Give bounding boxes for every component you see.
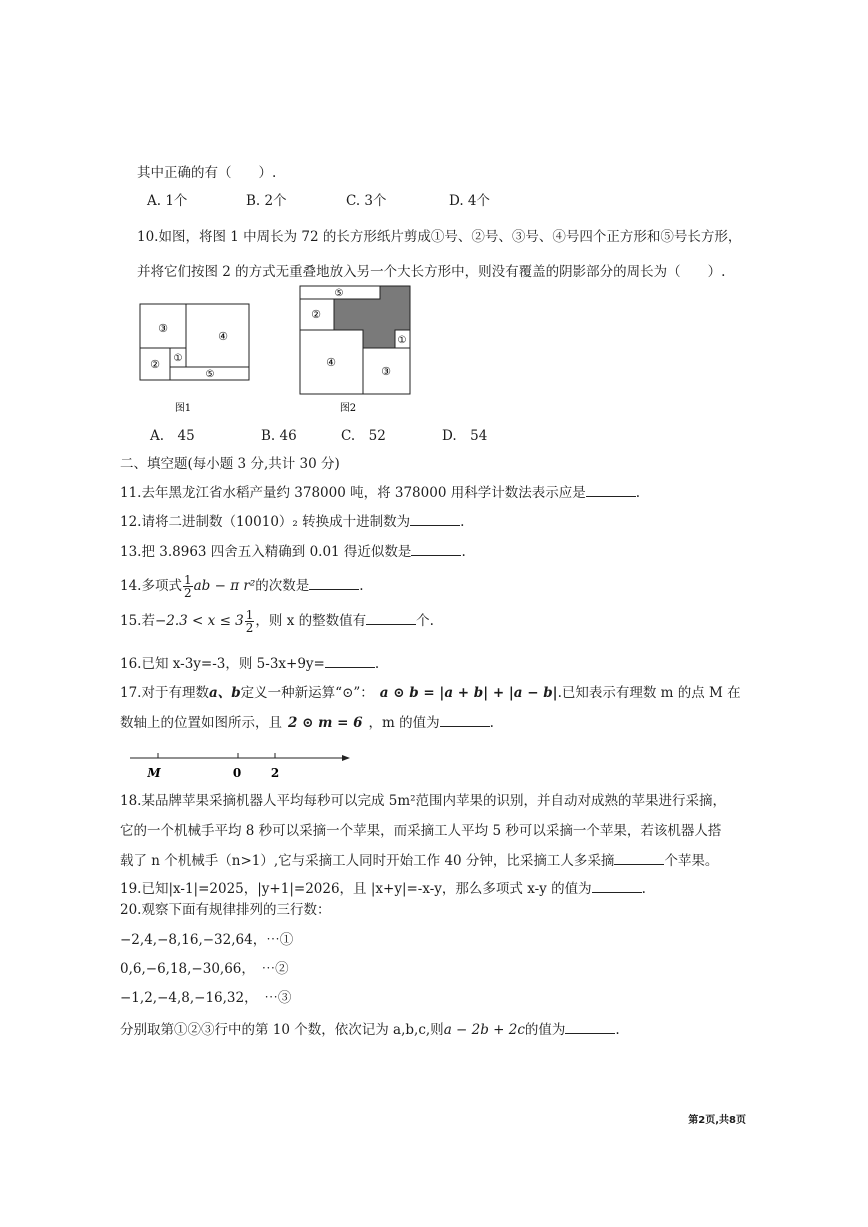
q10-line-2: 并将它们按图 2 的方式无重叠地放入另一个大长方形中，则没有覆盖的阴影部分的周长为（ ）. [137, 264, 726, 280]
numberline-label-0: 0 [232, 766, 242, 780]
q17-text-d: 数轴上的位置如图所示，且 [120, 715, 282, 731]
q17-ab: a、b [208, 685, 241, 701]
fig2-label-one: ① [397, 335, 407, 346]
fig2-label-five: ⑤ [334, 288, 344, 299]
q14-prefix: 14.多项式 [120, 578, 182, 594]
q10-option-b: B. 46 [261, 428, 297, 444]
q19-answer-blank [592, 879, 642, 893]
fig1-label-four: ④ [218, 330, 228, 343]
q14-frac-den: 2 [183, 586, 192, 600]
fig1-label-five: ⑤ [205, 369, 215, 380]
numberline-label-m: M [147, 766, 161, 780]
q13-text: 13.把 3.8963 四舍五入精确到 0.01 得近似数是 [120, 544, 412, 560]
q10-option-d: D. 54 [442, 428, 488, 444]
q9-option-a: A. 1个 [147, 193, 188, 209]
fig2-label-three: ③ [381, 365, 391, 378]
q15-fraction [245, 609, 255, 634]
section-2-title: 二、填空题(每小题 3 分,共计 30 分) [120, 456, 340, 472]
page-footer: 第2页,共8页 [688, 1115, 746, 1126]
q18-answer-blank [614, 851, 664, 865]
q11-text: 11.去年黑龙江省水稻产量约 378000 吨，将 378000 用科学计数法表示应是 [120, 485, 586, 501]
q17-line-2: 数轴上的位置如图所示，且 2 ⊙ m = 6 ，m 的值为 . [120, 715, 494, 731]
q18-text-b: 个苹果。 [664, 853, 719, 869]
fig1-label-one: ① [173, 353, 183, 364]
q17-formula: a ⊙ b = |a + b| + |a − b| [379, 685, 558, 701]
fig2-caption: 图2 [339, 403, 357, 414]
q20-expression: a − 2b + 2c [443, 1022, 525, 1038]
q18-text-a: 载了 n 个机械手（n>1）,它与采摘工人同时开始工作 40 分钟，比采摘工人多采摘 [120, 853, 615, 869]
q14-suffix: 的次数是 [255, 578, 310, 594]
q11-answer-blank [586, 483, 636, 497]
q9-option-d: D. 4个 [449, 193, 491, 209]
q17-text-e: ，m 的值为 [368, 715, 440, 731]
q10-line-1: 10.如图，将图 1 中周长为 72 的长方形纸片剪成①号、②号、③号、④号四个正方形和⑤号长方形， [137, 229, 742, 245]
q14-fraction [183, 574, 193, 599]
q11: 11.去年黑龙江省水稻产量约 378000 吨，将 378000 用科学计数法表示应是 . [120, 485, 640, 501]
q10-option-a: A. 45 [150, 428, 195, 444]
q14-answer-blank [309, 576, 359, 590]
q15-answer-blank [366, 611, 416, 625]
q19-end: . [641, 881, 646, 897]
q13: 13.把 3.8963 四舍五入精确到 0.01 得近似数是 . [120, 544, 466, 560]
q20-row-3: −1,2,−4,8,−16,32， ⋯③ [120, 990, 292, 1006]
q9-question-tail: 其中正确的有（ ）. [137, 165, 277, 181]
q12-answer-blank [410, 512, 460, 526]
q14: 14.多项式 $\frac{1}{2}$ ab − π r²的次数是 . [120, 573, 364, 600]
q20-row-2: 0,6,−6,18,−30,66， ⋯② [120, 961, 289, 977]
q12-text: 12.请将二进制数（10010）₂ 转换成十进制数为 [120, 514, 411, 530]
q14-expression: ab − π r² [193, 578, 256, 594]
q17-answer-blank [440, 713, 490, 727]
q20-row-1: −2,4,−8,16,−32,64，⋯① [120, 932, 294, 948]
q18-line-3 [120, 851, 718, 870]
q17-text-c: .已知表示有理数 m 的点 M 在 [557, 685, 741, 701]
fig1-caption: 图1 [174, 403, 192, 414]
q14-frac-num: 1 [183, 573, 192, 587]
q18-line-1: 18.某品牌苹果采摘机器人平均每秒可以完成 5m²范围内苹果的识别，并自动对成熟的苹果进行采摘， [120, 793, 727, 809]
q17-condition: 2 ⊙ m = 6 [288, 715, 363, 731]
q15-suffix-a: ，则 x 的整数值有 [255, 613, 367, 629]
q18-line-2: 它的一个机械手平均 8 秒可以采摘一个苹果，而采摘工人平均 5 秒可以采摘一个苹果，若该机器人搭 [120, 823, 722, 839]
q15-prefix: 15.若 [120, 613, 155, 629]
fig2-label-four: ④ [326, 356, 336, 369]
q16-answer-blank [325, 654, 375, 668]
q9-option-c: C. 3个 [346, 193, 387, 209]
q15-inequality: −2.3 < x ≤ 3 [154, 613, 244, 629]
fig1-label-three: ③ [158, 322, 168, 335]
q19-text: 19.已知|x-1|=2025，|y+1|=2026，且 |x+y|=-x-y，那么多项式 x-y 的值为 [120, 881, 592, 897]
number-line [126, 748, 356, 782]
q17-text-a: 17.对于有理数 [120, 685, 209, 701]
q17-line-1 [120, 684, 741, 702]
q20-question: 分别取第①②③行中的第 10 个数，依次记为 a,b,c,则a − 2b + 2c的值为 . [120, 1022, 620, 1038]
q16-text: 16.已知 x-3y=-3，则 5-3x+9y= [120, 656, 325, 672]
q15-suffix-b: 个. [416, 613, 434, 629]
q20-answer-blank [565, 1020, 615, 1034]
q20-text-b: 的值为 [524, 1022, 566, 1038]
q15-frac-num: 1 [245, 608, 254, 622]
figure-2 [298, 284, 418, 424]
q15 [120, 607, 434, 635]
figure-1 [138, 302, 258, 424]
q9-option-b: B. 2个 [246, 193, 287, 209]
q12: 12.请将二进制数（10010）₂ 转换成十进制数为 . [120, 514, 465, 530]
fig1-label-two: ② [150, 358, 160, 371]
q19 [120, 879, 646, 898]
q17-text-b: 定义一种新运算“⊙”： [240, 685, 374, 701]
q13-answer-blank [411, 542, 461, 556]
fig2-label-two: ② [311, 308, 321, 321]
numberline-label-2: 2 [270, 766, 280, 780]
q10-option-c: C. 52 [341, 428, 386, 444]
q20-intro: 20.观察下面有规律排列的三行数： [120, 902, 331, 918]
q16: 16.已知 x-3y=-3，则 5-3x+9y= . [120, 656, 380, 672]
q15-frac-den: 2 [245, 621, 254, 635]
q20-text-a: 分别取第①②③行中的第 10 个数，依次记为 a,b,c,则 [120, 1022, 444, 1038]
